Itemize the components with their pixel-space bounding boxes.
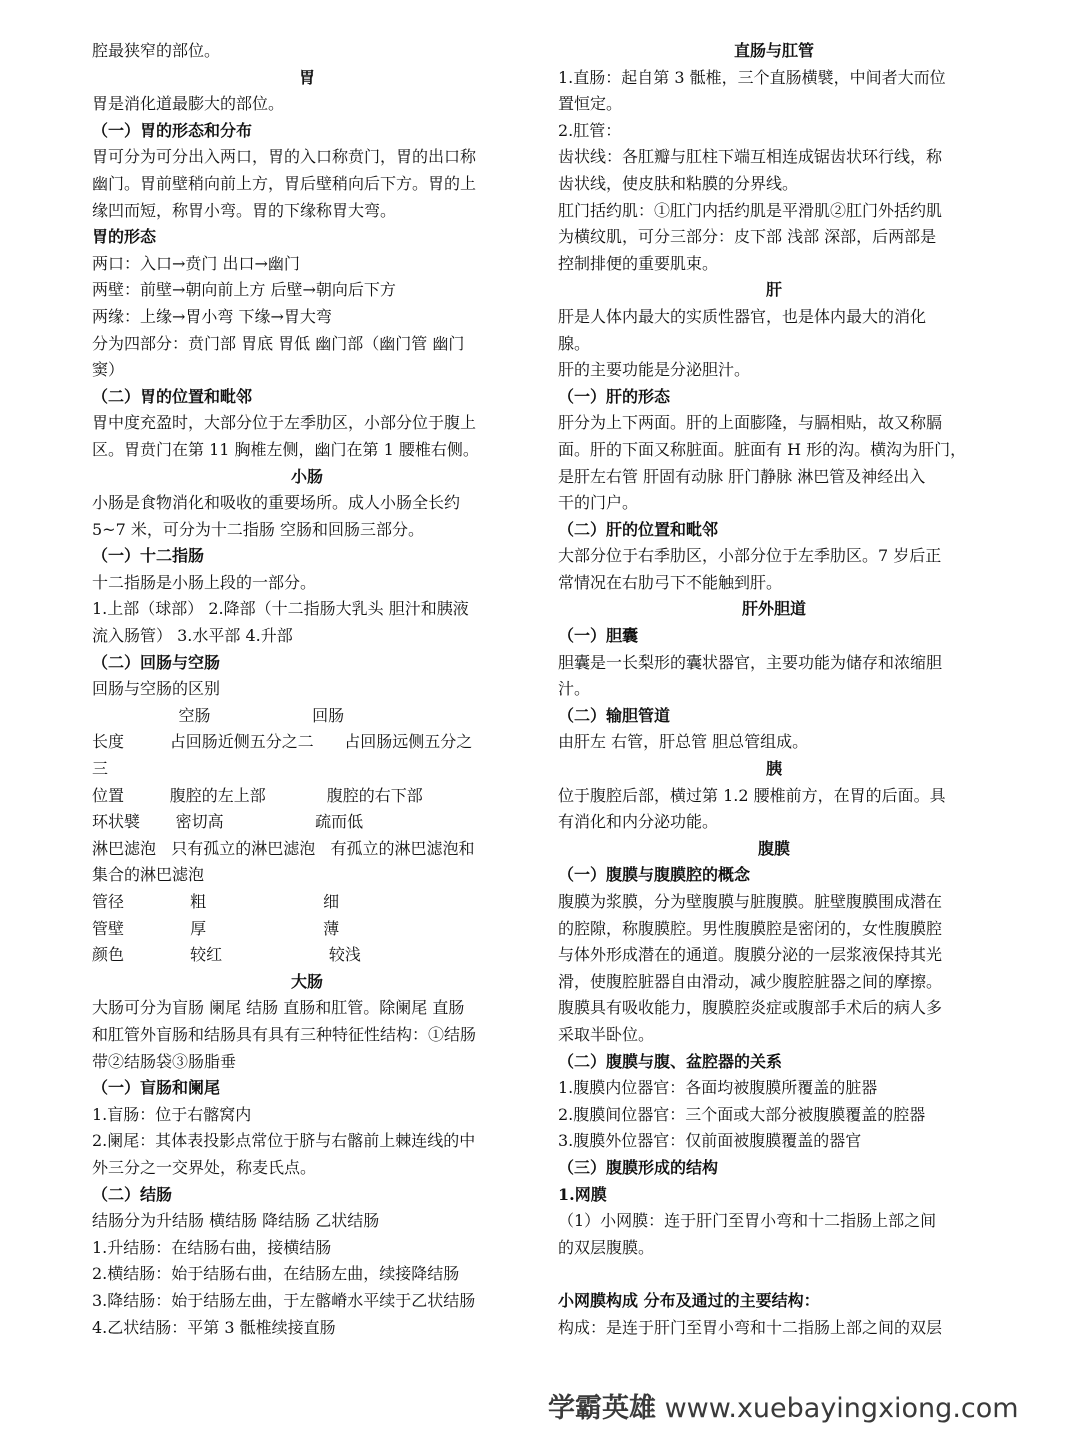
left-column-line: 结肠分为升结肠 横结肠 降结肠 乙状结肠 (92, 1211, 380, 1231)
right-column-line: 肝 (765, 280, 782, 300)
right-column-line: （二）腹膜与腹、盆腔器的关系 (558, 1051, 783, 1071)
left-column-line: 3.降结肠：始于结肠左曲，于左髂嵴水平续于乙状结肠 (92, 1290, 476, 1310)
right-column-line: 是肝左右管 肝固有动脉 肝门静脉 淋巴管及神经出入 (558, 466, 926, 486)
right-column-line: （二）输胆管道 (558, 705, 671, 725)
left-column-line: 5~7 米，可分为十二指肠 空肠和回肠三部分。 (92, 519, 424, 539)
right-column-line: 3.腹膜外位器官：仅前面被腹膜覆盖的器官 (558, 1131, 862, 1151)
left-column-line: 管壁 厚 薄 (92, 918, 340, 938)
right-column-line: 由肝左 右管，肝总管 胆总管组成。 (558, 732, 809, 752)
left-column-line: 大肠 (290, 971, 323, 991)
left-column-line: 两缘：上缘→胃小弯 下缘→胃大弯 (92, 306, 332, 326)
right-column-line: 为横纹肌，可分三部分：皮下部 浅部 深部，后两部是 (558, 227, 937, 247)
right-column-line: 常情况在右肋弓下不能触到肝。 (558, 572, 783, 592)
right-column-line: 齿状线：各肛瓣与肛柱下端互相连成锯齿状环行线，称 (558, 147, 943, 167)
right-column-line: 1.直肠：起自第 3 骶椎，三个直肠横襞，中间者大而位 (558, 67, 946, 87)
right-column-line: 2.腹膜间位器官：三个面或大部分被腹膜覆盖的腔器 (558, 1104, 926, 1124)
left-column-line: 长度 占回肠近侧五分之二 占回肠远侧五分之 (92, 732, 473, 752)
right-column-line: 1.网膜 (558, 1184, 607, 1204)
left-column-line: 带②结肠袋③肠脂垂 (92, 1051, 237, 1071)
left-column-line: 淋巴滤泡 只有孤立的淋巴滤泡 有孤立的淋巴滤泡和 (92, 838, 475, 858)
right-column (558, 38, 990, 1341)
right-column-line: 汁。 (558, 679, 591, 699)
left-column-line: 胃可分为可分出入两口，胃的入口称贲门，胃的出口称 (92, 147, 477, 167)
left-column-line: 十二指肠是小肠上段的一部分。 (92, 572, 317, 592)
left-column-line: （一）十二指肠 (92, 546, 205, 566)
left-column-line: 1.升结肠：在结肠右曲，接横结肠 (92, 1237, 332, 1257)
left-column-line: 缘凹而短，称胃小弯。胃的下缘称胃大弯。 (92, 200, 397, 220)
left-column-line: 分为四部分：贲门部 胃底 胃低 幽门部（幽门管 幽门 (92, 333, 465, 353)
left-column-line: 空肠 回肠 (92, 705, 345, 725)
left-column-line: 和肛管外盲肠和结肠具有具有三种特征性结构：①结肠 (92, 1024, 477, 1044)
right-column-line: 滑，使腹腔脏器自由滑动，减少腹腔脏器之间的摩擦。 (558, 971, 943, 991)
right-column-line: 胰 (765, 759, 782, 779)
left-column-line: 大肠可分为盲肠 阑尾 结肠 直肠和肛管。除阑尾 直肠 (92, 998, 465, 1018)
right-column-line: （二）肝的位置和毗邻 (558, 519, 719, 539)
right-column-line: 肛门括约肌：①肛门内括约肌是平滑肌②肛门外括约肌 (558, 200, 943, 220)
right-column-line: 采取半卧位。 (558, 1024, 655, 1044)
right-column-line: 小网膜构成 分布及通过的主要结构： (558, 1290, 820, 1310)
left-column-line: 两壁：前壁→朝向前上方 后壁→朝向后下方 (92, 280, 396, 300)
left-column-line: 两口：入口→贲门 出口→幽门 (92, 253, 300, 273)
left-column-line: 颜色 较红 较浅 (92, 945, 361, 965)
left-column-line: 小肠是食物消化和吸收的重要场所。成人小肠全长约 (92, 493, 461, 513)
watermark-url: www.xuebayingxiong.com (664, 1393, 1019, 1424)
left-column-line: 回肠与空肠的区别 (92, 679, 221, 699)
left-column-line: 小肠 (290, 466, 323, 486)
right-column-line (558, 1261, 990, 1288)
left-column-line: 胃的形态 (92, 227, 157, 247)
right-column-line: 有消化和内分泌功能。 (558, 812, 719, 832)
watermark (548, 1392, 1019, 1426)
right-column-line: （三）腹膜形成的结构 (558, 1157, 719, 1177)
left-column-line: 位置 腹腔的左上部 腹腔的右下部 (92, 785, 423, 805)
left-column-line: 胃是消化道最膨大的部位。 (92, 94, 285, 114)
left-column-line: 环状襞 密切高 疏而低 (92, 812, 364, 832)
left-column-line: 集合的淋巴滤泡 (92, 865, 205, 885)
right-column-line: 腺。 (558, 333, 591, 353)
right-column-line: 腹膜为浆膜，分为壁腹膜与脏腹膜。脏壁腹膜围成潜在 (558, 892, 943, 911)
right-column-line: 干的门户。 (558, 493, 639, 513)
left-column-line: 2.横结肠：始于结肠右曲，在结肠左曲，续接降结肠 (92, 1264, 460, 1284)
left-column-line: （二）结肠 (92, 1184, 173, 1204)
left-column-line: 三 (92, 759, 109, 779)
right-column-line: 肝的主要功能是分泌胆汁。 (558, 360, 751, 380)
left-column-line: 外三分之一交界处，称麦氏点。 (92, 1157, 317, 1177)
left-column (92, 38, 522, 1341)
left-column-line: 胃 (298, 67, 315, 87)
left-column-line: 1.盲肠：位于右髂窝内 (92, 1104, 252, 1124)
right-column-line: 1.腹膜内位器官：各面均被腹膜所覆盖的脏器 (558, 1078, 878, 1098)
right-column-line: 构成：是连于肝门至胃小弯和十二指肠上部之间的双层 (558, 1317, 943, 1337)
right-column-line: 肝分为上下两面。肝的上面膨隆，与膈相贴，故又称膈 (558, 413, 943, 433)
right-column-line: 位于腹腔后部，横过第 1.2 腰椎前方，在胃的后面。具 (558, 785, 946, 805)
right-column-line: 大部分位于右季肋区，小部分位于左季肋区。7 岁后正 (558, 546, 942, 566)
right-column-line: 肝外胆道 (741, 599, 806, 619)
right-column-line: 的腔隙，称腹膜腔。男性腹膜腔是密闭的，女性腹膜腔 (558, 918, 943, 938)
right-column-line: 直肠与肛管 (733, 41, 814, 60)
left-column-line: （一）胃的形态和分布 (92, 120, 253, 140)
right-column-line: （一）胆囊 (558, 626, 639, 646)
left-column-line: 窦） (92, 360, 125, 380)
right-column-line: 面。肝的下面又称脏面。脏面有 H 形的沟。横沟为肝门， (558, 439, 967, 459)
left-column-line: 幽门。胃前壁稍向前上方，胃后壁稍向后下方。胃的上 (92, 173, 477, 193)
right-column-line: 与体外形成潜在的通道。腹膜分泌的一层浆液保持其光 (558, 945, 943, 965)
left-column-line: 2.阑尾：其体表投影点常位于脐与右髂前上棘连线的中 (92, 1131, 476, 1151)
right-column-line: 胆囊是一长梨形的囊状器官，主要功能为储存和浓缩胆 (558, 652, 943, 672)
left-column-line: 4.乙状结肠：平第 3 骶椎续接直肠 (92, 1317, 336, 1337)
left-column-line: 区。胃贲门在第 11 胸椎左侧，幽门在第 1 腰椎右侧。 (92, 439, 479, 459)
right-column-line: （1）小网膜：连于肝门至胃小弯和十二指肠上部之间 (558, 1211, 937, 1231)
left-column-line: 1.上部（球部） 2.降部（十二指肠大乳头 胆汁和胰液 (92, 599, 469, 619)
left-column-line: 胃中度充盈时，大部分位于左季肋区，小部分位于腹上 (92, 413, 477, 433)
right-column-line: 2.肛管： (558, 120, 622, 140)
right-column-line: 齿状线，使皮肤和粘膜的分界线。 (558, 173, 799, 193)
right-column-line: 控制排便的重要肌束。 (558, 253, 719, 273)
right-column-line: （一）肝的形态 (558, 386, 671, 406)
right-column-line: （一）腹膜与腹膜腔的概念 (558, 865, 751, 885)
left-column-line: （二）回肠与空肠 (92, 652, 221, 672)
left-column-line: 流入肠管） 3.水平部 4.升部 (92, 626, 293, 646)
right-column-line: 置恒定。 (558, 94, 623, 114)
right-column-line: 的双层腹膜。 (558, 1237, 655, 1257)
left-column-line: 管径 粗 细 (92, 892, 340, 911)
watermark-brand: 学霸英雄 (548, 1393, 656, 1424)
right-column-line: 腹膜具有吸收能力，腹膜腔炎症或腹部手术后的病人多 (558, 998, 943, 1018)
left-column-line: （二）胃的位置和毗邻 (92, 386, 253, 406)
right-column-line: 腹膜 (757, 838, 790, 858)
left-column-line: 腔最狭窄的部位。 (92, 41, 221, 60)
right-column-line: 肝是人体内最大的实质性器官，也是体内最大的消化 (558, 306, 927, 326)
left-column-line: （一）盲肠和阑尾 (92, 1078, 221, 1098)
